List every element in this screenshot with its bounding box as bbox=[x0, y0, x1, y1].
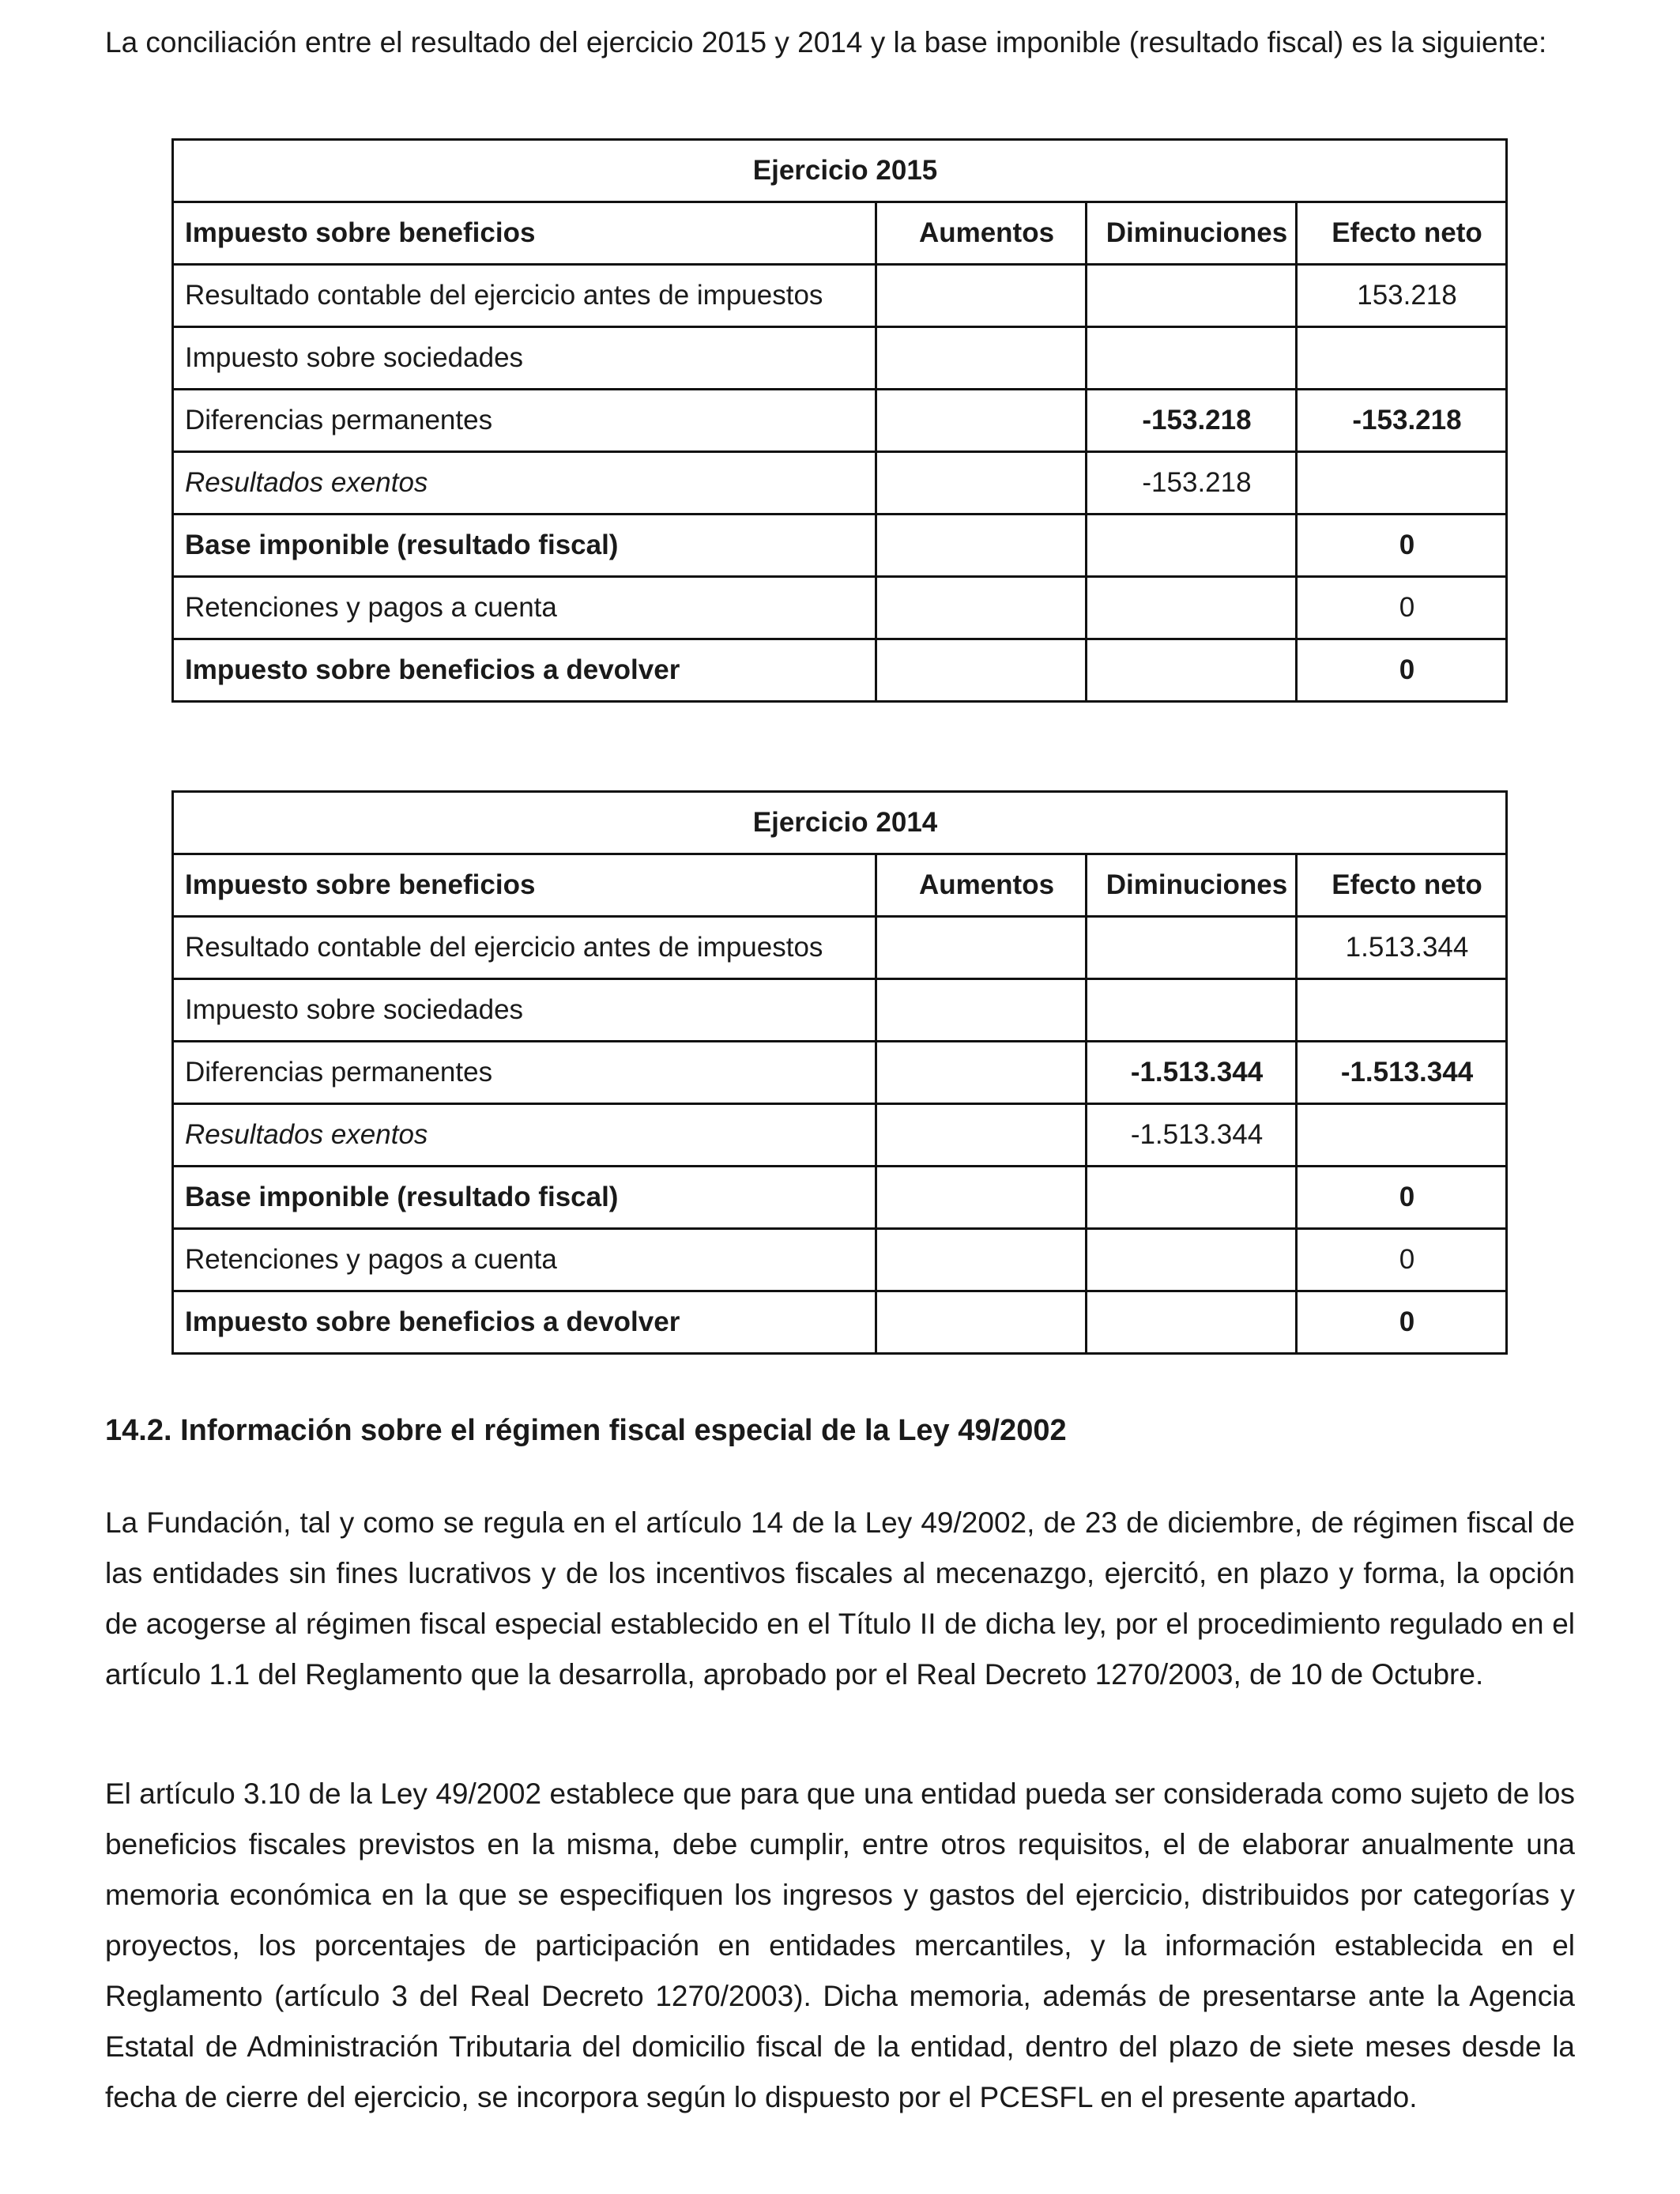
column-header-efecto-neto: Efecto neto bbox=[1297, 854, 1507, 917]
table-title: Ejercicio 2015 bbox=[173, 140, 1507, 202]
cell-diminuciones bbox=[1087, 1167, 1297, 1229]
table-row bbox=[173, 390, 1507, 452]
row-label: Impuesto sobre beneficios a devolver bbox=[173, 639, 876, 702]
cell-efecto-neto bbox=[1297, 1104, 1507, 1167]
cell-diminuciones: -1.513.344 bbox=[1087, 1042, 1297, 1104]
cell-efecto-neto: 0 bbox=[1297, 1291, 1507, 1354]
cell-efecto-neto: -1.513.344 bbox=[1297, 1042, 1507, 1104]
row-label: Impuesto sobre sociedades bbox=[173, 979, 876, 1042]
row-label: Diferencias permanentes bbox=[173, 390, 876, 452]
cell-aumentos bbox=[876, 1167, 1087, 1229]
column-header-concepto: Impuesto sobre beneficios bbox=[173, 854, 876, 917]
table-row bbox=[173, 979, 1507, 1042]
cell-efecto-neto: -153.218 bbox=[1297, 390, 1507, 452]
table-row bbox=[173, 1229, 1507, 1291]
cell-efecto-neto: 0 bbox=[1297, 1229, 1507, 1291]
cell-diminuciones bbox=[1087, 515, 1297, 577]
cell-aumentos bbox=[876, 1042, 1087, 1104]
table-ejercicio-2015 bbox=[171, 138, 1508, 703]
cell-diminuciones bbox=[1087, 979, 1297, 1042]
row-label: Retenciones y pagos a cuenta bbox=[173, 577, 876, 639]
cell-diminuciones: -153.218 bbox=[1087, 452, 1297, 515]
table-row bbox=[173, 917, 1507, 979]
cell-diminuciones bbox=[1087, 1229, 1297, 1291]
row-label: Resultados exentos bbox=[173, 1104, 876, 1167]
table-row bbox=[173, 1291, 1507, 1354]
column-header-efecto-neto: Efecto neto bbox=[1297, 202, 1507, 265]
cell-efecto-neto bbox=[1297, 327, 1507, 390]
table-row bbox=[173, 1104, 1507, 1167]
row-label: Resultados exentos bbox=[173, 452, 876, 515]
table-row bbox=[173, 639, 1507, 702]
cell-diminuciones bbox=[1087, 265, 1297, 327]
column-header-aumentos: Aumentos bbox=[876, 854, 1087, 917]
cell-efecto-neto bbox=[1297, 979, 1507, 1042]
table-row bbox=[173, 1167, 1507, 1229]
table-row bbox=[173, 327, 1507, 390]
cell-aumentos bbox=[876, 1291, 1087, 1354]
row-label: Retenciones y pagos a cuenta bbox=[173, 1229, 876, 1291]
table-header-row bbox=[173, 854, 1507, 917]
cell-aumentos bbox=[876, 265, 1087, 327]
cell-efecto-neto bbox=[1297, 452, 1507, 515]
row-label: Base imponible (resultado fiscal) bbox=[173, 1167, 876, 1229]
cell-aumentos bbox=[876, 327, 1087, 390]
cell-diminuciones bbox=[1087, 1291, 1297, 1354]
table-row bbox=[173, 1042, 1507, 1104]
body-paragraph-1: La Fundación, tal y como se regula en el artículo 14 de la Ley 49/2002, de 23 de diciembre, de régimen fiscal de las entidades sin fines lucrativos y de los incentivos fiscales al mecenazgo, ejercitó, en plazo y forma, la opción de acogerse al régimen fiscal especial establecido en el Título II de dicha ley, por el procedimiento regulado en el artículo 1.1 del Reglamento que la desarrolla, aprobado por el Real Decreto 1270/2003, de 10 de Octubre. bbox=[105, 1506, 1575, 1691]
column-header-concepto: Impuesto sobre beneficios bbox=[173, 202, 876, 265]
table-ejercicio-2014 bbox=[171, 790, 1508, 1355]
table-row bbox=[173, 515, 1507, 577]
cell-efecto-neto: 0 bbox=[1297, 639, 1507, 702]
cell-aumentos bbox=[876, 1229, 1087, 1291]
table-title-row bbox=[173, 792, 1507, 854]
body-paragraph-2: El artículo 3.10 de la Ley 49/2002 establece que para que una entidad pueda ser considerada como sujeto de los beneficios fiscales previstos en la misma, debe cumplir, entre otros requisitos, el de elaborar anualmente una memoria económica en la que se especifiquen los ingresos y gastos del ejercicio, distribuidos por categorías y proyectos, los porcentajes de participación en entidades mercantiles, y la información establecida en el Reglamento (artículo 3 del Real Decreto 1270/2003). Dicha memoria, además de presentarse ante la Agencia Estatal de Administración Tributaria del domicilio fiscal de la entidad, dentro del plazo de siete meses desde la fecha de cierre del ejercicio, se incorpora según lo dispuesto por el PCESFL en el presente apartado. bbox=[105, 1777, 1575, 2113]
cell-diminuciones bbox=[1087, 327, 1297, 390]
table-row bbox=[173, 265, 1507, 327]
cell-efecto-neto: 0 bbox=[1297, 515, 1507, 577]
section-heading: 14.2. Información sobre el régimen fiscal especial de la Ley 49/2002 bbox=[105, 1414, 1067, 1447]
table-row bbox=[173, 577, 1507, 639]
table-header-row bbox=[173, 202, 1507, 265]
row-label: Impuesto sobre beneficios a devolver bbox=[173, 1291, 876, 1354]
cell-aumentos bbox=[876, 452, 1087, 515]
cell-efecto-neto: 1.513.344 bbox=[1297, 917, 1507, 979]
table-row bbox=[173, 452, 1507, 515]
cell-aumentos bbox=[876, 1104, 1087, 1167]
cell-aumentos bbox=[876, 917, 1087, 979]
table-title: Ejercicio 2014 bbox=[173, 792, 1507, 854]
cell-efecto-neto: 0 bbox=[1297, 1167, 1507, 1229]
cell-diminuciones: -153.218 bbox=[1087, 390, 1297, 452]
cell-diminuciones: -1.513.344 bbox=[1087, 1104, 1297, 1167]
cell-efecto-neto: 0 bbox=[1297, 577, 1507, 639]
cell-aumentos bbox=[876, 577, 1087, 639]
row-label: Resultado contable del ejercicio antes de impuestos bbox=[173, 917, 876, 979]
row-label: Resultado contable del ejercicio antes de impuestos bbox=[173, 265, 876, 327]
row-label: Base imponible (resultado fiscal) bbox=[173, 515, 876, 577]
column-header-aumentos: Aumentos bbox=[876, 202, 1087, 265]
cell-aumentos bbox=[876, 390, 1087, 452]
cell-efecto-neto: 153.218 bbox=[1297, 265, 1507, 327]
intro-paragraph: La conciliación entre el resultado del ejercicio 2015 y 2014 y la base imponible (resultado fiscal) es la siguiente: bbox=[105, 26, 1547, 58]
table-title-row bbox=[173, 140, 1507, 202]
cell-diminuciones bbox=[1087, 639, 1297, 702]
column-header-diminuciones: Diminuciones bbox=[1087, 202, 1297, 265]
cell-diminuciones bbox=[1087, 917, 1297, 979]
cell-diminuciones bbox=[1087, 577, 1297, 639]
column-header-diminuciones: Diminuciones bbox=[1087, 854, 1297, 917]
cell-aumentos bbox=[876, 979, 1087, 1042]
row-label: Diferencias permanentes bbox=[173, 1042, 876, 1104]
cell-aumentos bbox=[876, 639, 1087, 702]
cell-aumentos bbox=[876, 515, 1087, 577]
row-label: Impuesto sobre sociedades bbox=[173, 327, 876, 390]
